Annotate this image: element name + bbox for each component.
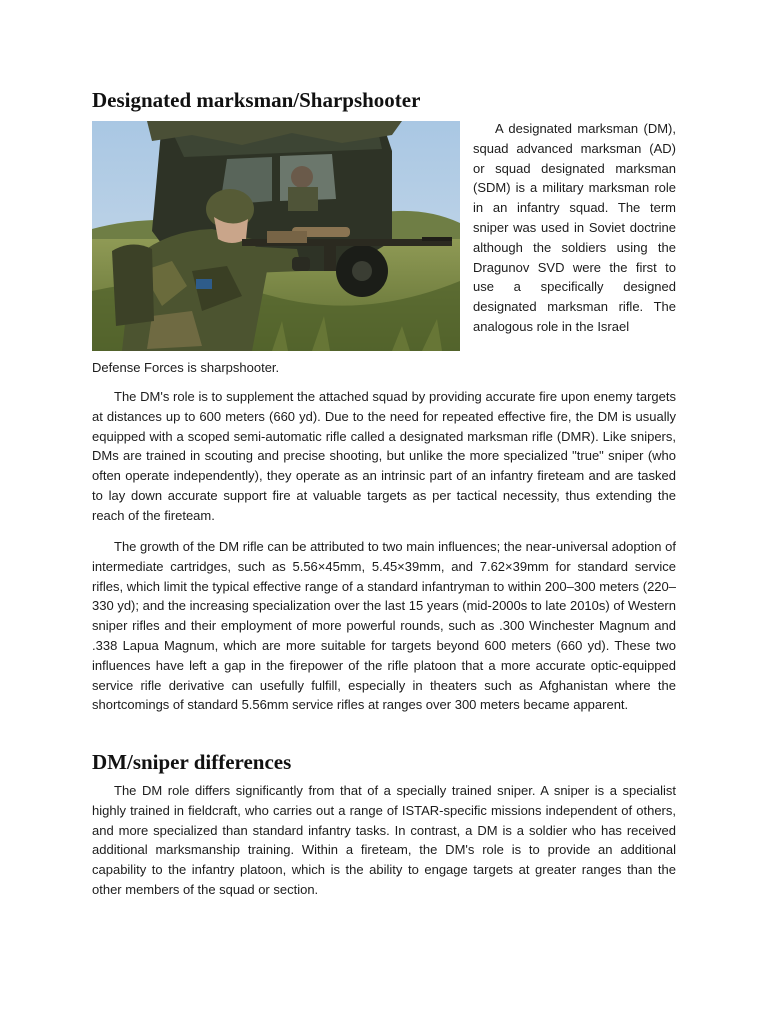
- paragraph-dm-sniper-differences: The DM role differs significantly from that of a specially trained sniper. A sniper is a specialist highly trained in fieldcraft, who carries out a range of ISTAR-specific missions independent of others, and more specialized than standard infantry tasks. In contrast, a DM is a soldier who has received additional marksmanship training. Within a fireteam, the DM's role is to provide an additional capability to the infantry platoon, which is the ability to engage targets at greater ranges than the other members of the squad or section.: [92, 783, 676, 897]
- soldier-with-rifle-photo: [92, 121, 460, 351]
- paragraph-dm-role: The DM's role is to supplement the attached squad by providing accurate fire upon enemy targets at distances up to 600 meters (660 yd). Due to the need for repeated effective fire, the DM is usually equipped with a scoped semi-automatic rifle called a designated marksman rifle (DMR). Like snipers, DMs are trained in scouting and precise shooting, but unlike the more specialized "true" sniper (who often operate independently), they operate as an intrinsic part of an infantry fireteam and are tasked to lay down accurate support fire at valuable targets as per tactical necessity, thus extending the reach of the fireteam.: [92, 389, 676, 523]
- section-heading-dm-sniper-differences: DM/sniper differences: [92, 750, 292, 774]
- intro-text-continued: Defense Forces is sharpshooter.: [92, 360, 280, 375]
- section-heading-designated-marksman: Designated marksman/Sharpshooter: [92, 88, 421, 112]
- intro-text-right-of-photo: A designated marksman (DM), squad advanced marksman (AD) or squad designated marksman (SDM) is a military marksman role in an infantry squad. The term sniper was used in Soviet doctrine although the soldiers using the Dragunov SVD were the first to use a specifically designed designated marksman rifle. The analogous role in the Israel: [473, 121, 676, 334]
- paragraph-dm-rifle-growth: The growth of the DM rifle can be attributed to two main influences; the near-universal adoption of intermediate cartridges, such as 5.56×45mm, 5.45×39mm, and 7.62×39mm for standard service rifles, which limit the typical effective range of a standard infantryman to within 200–300 meters (220–330 yd); and the increasing specialization over the last 15 years (mid-2000s to late 2010s) of Western sniper rifles and their employment of more powerful rounds, such as .300 Winchester Magnum and .338 Lapua Magnum, which are more suitable for targets beyond 600 meters (660 yd). These two influences have left a gap in the firepower of the rifle platoon that a more accurate optic-equipped service rifle derivative can usefully fulfill, especially in theaters such as Afghanistan where the shortcomings of standard 5.56mm service rifles at ranges over 300 meters became apparent.: [92, 539, 676, 713]
